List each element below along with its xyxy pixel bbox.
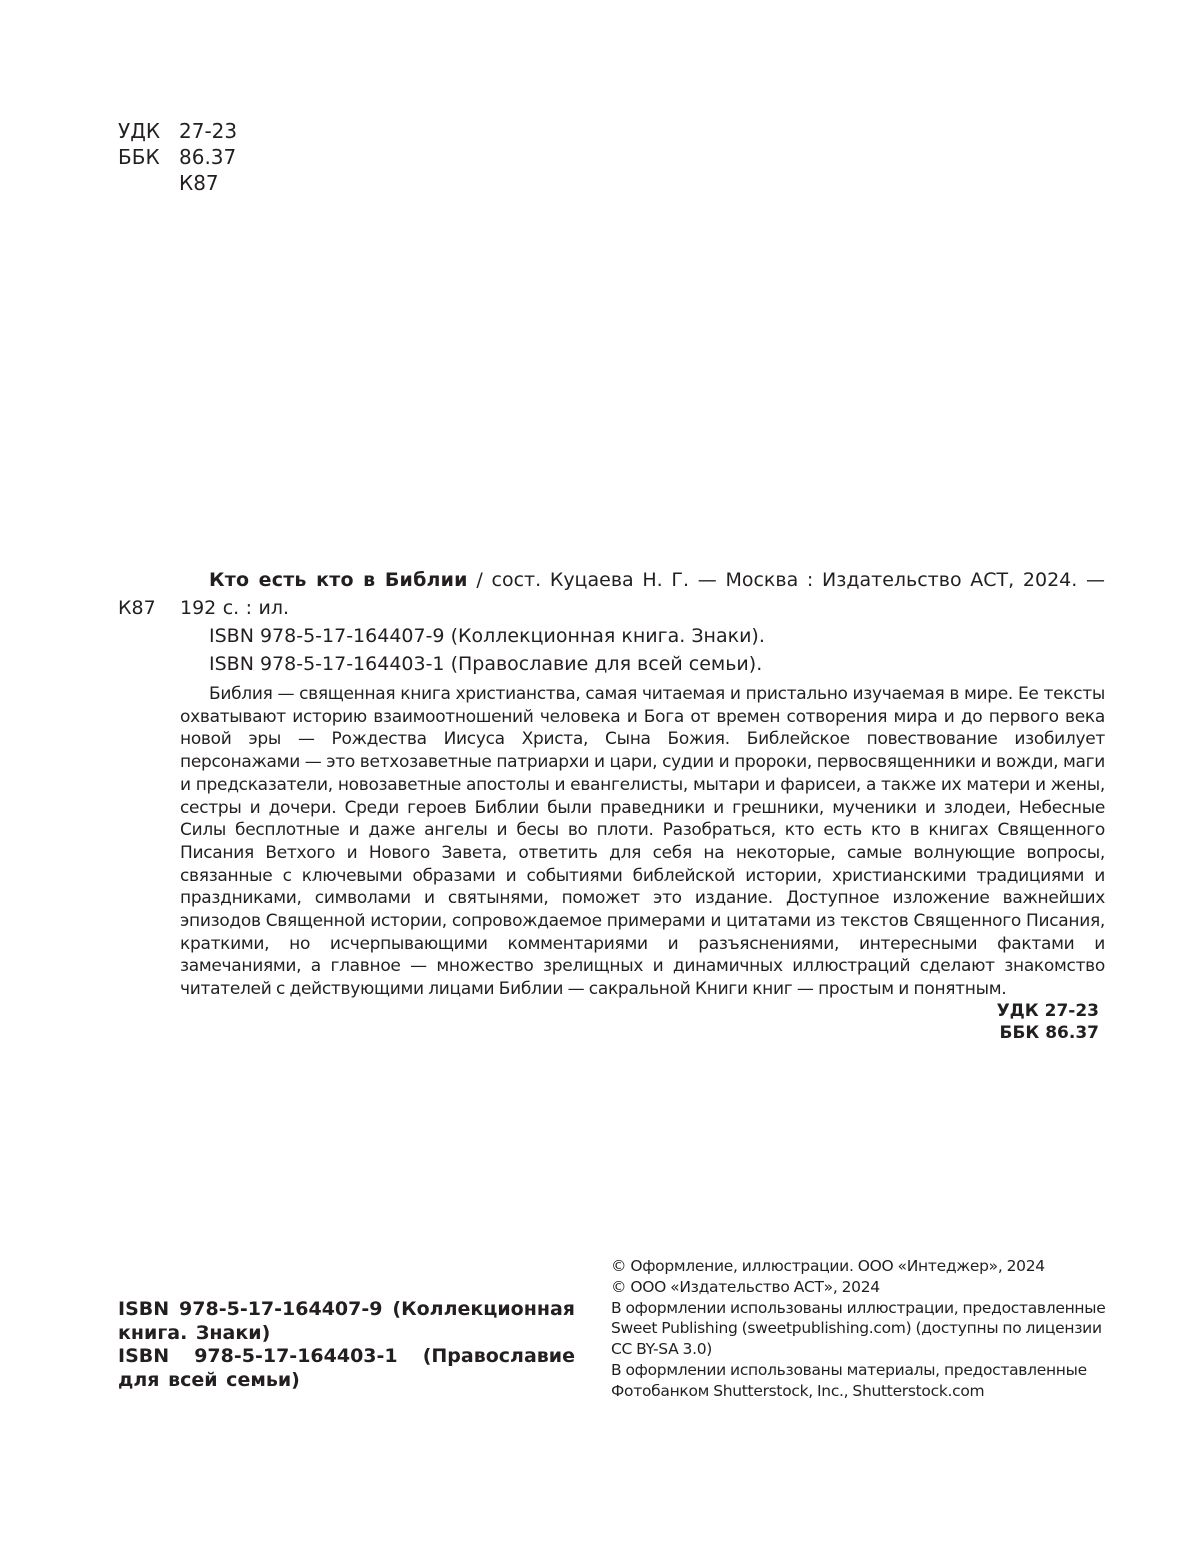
annotation-text: Библия — священная книга христианства, самая читаемая и пристально изучаемая в мире. Ее тексты охватывают историю взаимоотношений человека и Бога от времен сотворения мира и до первого века новой эры — Рождества Иисуса Христа, Сына Божия. Библейское повествование изобилует персонажами — это ветхозаветные патриархи и цари, судии и пророки, первосвященники и вожди, маги и предсказатели, новозаветные апостолы и евангелисты, мытари и фарисеи, а также их матери и жены, сестры и дочери. Среди героев Библии были праведники и грешники, мученики и злодеи, Небесные Силы бесплотные и даже ангелы и бесы во плоти. Разобраться, кто есть кто в книгах Священного Писания Ветхого и Нового Завета, ответить для себя на некоторые, самые волнующие вопросы, связанные с ключевыми образами и событиями библейской истории, христианскими традициями и праздниками, символами и святынями, поможет это издание. Доступное изложение важнейших эпизодов Священной истории, сопровождаемое примерами и цитатами из текстов Священного Писания, краткими, но исчерпывающими комментариями и разъяснениями, интересными фактами и замечаниями, а главное — множество зрелищных и динамичных иллюстраций сделают знакомство читателей с действующими лицами Библии — сакральной Книги книг — простым и понятным. [180,684,1105,1000]
bottom-isbn-block [118,1298,575,1392]
author-mark-value: К87 [179,171,219,195]
isbn-line-2: ISBN 978-5-17-164403-1 (Православие для всей семьи). [209,653,763,675]
bottom-isbn-2: ISBN 978-5-17-164403-1 (Православие для всей семьи) [118,1345,575,1391]
bibliographic-description [180,566,1105,678]
book-title: Кто есть кто в Библии [209,569,468,591]
side-author-mark: К87 [118,597,156,619]
classification-codes [118,118,237,196]
copyright-line-4: В оформлении использованы материалы, предоставленные Фотобанком Shutterstock, Inc., Shutterstock.com [611,1360,1087,1400]
bibliographic-entry [180,566,1105,622]
bottom-isbn-1: ISBN 978-5-17-164407-9 (Коллекционная книга. Знаки) [118,1298,575,1344]
udk-label: УДК [118,119,161,143]
bibliographic-details: / сост. Куцаева Н. Г. — Москва : Издательство АСТ, 2024. — 192 с. : ил. [180,569,1105,619]
bbk-label: ББК [118,145,160,169]
right-bbk: ББК 86.37 [999,1023,1099,1043]
bbk-row [118,144,237,170]
copyright-line-3: В оформлении использованы иллюстрации, предоставленные Sweet Publishing (sweetpublishing.com) (доступны по лицензии CC BY-SA 3.0) [611,1298,1106,1359]
copyright-line-1: © Оформление, иллюстрации. ООО «Интеджер», 2024 [611,1257,1045,1275]
right-classification-codes [905,1000,1105,1044]
copyright-line-2: © ООО «Издательство АСТ», 2024 [611,1277,880,1296]
udk-value: 27-23 [179,119,238,143]
udk-row [118,118,237,144]
bbk-value: 86.37 [179,145,237,169]
author-mark-row [118,170,237,196]
right-udk: УДК 27-23 [996,1001,1099,1021]
author-mark-label [118,170,179,196]
copyright-block [611,1256,1107,1402]
isbn-line-1: ISBN 978-5-17-164407-9 (Коллекционная книга. Знаки). [209,625,765,647]
